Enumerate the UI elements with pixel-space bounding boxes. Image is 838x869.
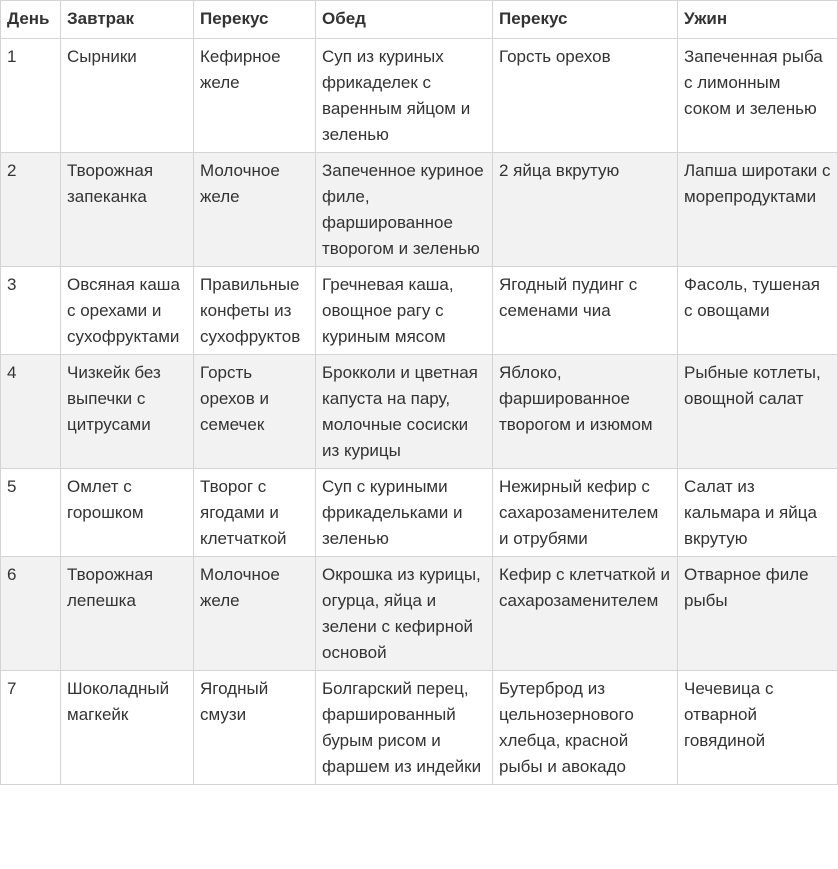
cell-lunch: Брокколи и цветная капуста на пару, молочные сосиски из курицы [316, 355, 493, 469]
cell-breakfast: Омлет с горошком [61, 469, 194, 557]
cell-breakfast: Творожная запеканка [61, 153, 194, 267]
table-body [1, 39, 838, 785]
cell-snack-afternoon: Горсть орехов [493, 39, 678, 153]
cell-snack-morning: Творог с ягодами и клетчаткой [194, 469, 316, 557]
cell-lunch: Гречневая каша, овощное рагу с куриным мясом [316, 267, 493, 355]
cell-snack-afternoon: 2 яйца вкрутую [493, 153, 678, 267]
cell-lunch: Запеченное куриное филе, фаршированное творогом и зеленью [316, 153, 493, 267]
cell-snack-afternoon: Ягодный пудинг с семенами чиа [493, 267, 678, 355]
cell-day: 4 [1, 355, 61, 469]
cell-breakfast: Овсяная каша с орехами и сухофруктами [61, 267, 194, 355]
cell-lunch: Болгарский перец, фаршированный бурым рисом и фаршем из индейки [316, 671, 493, 785]
cell-snack-morning: Ягодный смузи [194, 671, 316, 785]
cell-day: 6 [1, 557, 61, 671]
cell-snack-afternoon: Нежирный кефир с сахарозаменителем и отрубями [493, 469, 678, 557]
cell-day: 5 [1, 469, 61, 557]
table-row [1, 267, 838, 355]
table-row [1, 355, 838, 469]
table-header [1, 1, 838, 39]
header-breakfast: Завтрак [61, 1, 194, 39]
cell-breakfast: Сырники [61, 39, 194, 153]
table-row [1, 153, 838, 267]
cell-day: 3 [1, 267, 61, 355]
cell-breakfast: Шоколадный магкейк [61, 671, 194, 785]
cell-dinner: Рыбные котлеты, овощной салат [678, 355, 838, 469]
header-row [1, 1, 838, 39]
table-row [1, 557, 838, 671]
cell-dinner: Салат из кальмара и яйца вкрутую [678, 469, 838, 557]
table-row [1, 39, 838, 153]
header-snack-afternoon: Перекус [493, 1, 678, 39]
cell-dinner: Запеченная рыба с лимонным соком и зеленью [678, 39, 838, 153]
cell-dinner: Фасоль, тушеная с овощами [678, 267, 838, 355]
table-row [1, 671, 838, 785]
cell-breakfast: Чизкейк без выпечки с цитрусами [61, 355, 194, 469]
cell-day: 2 [1, 153, 61, 267]
cell-lunch: Суп с куриными фрикадельками и зеленью [316, 469, 493, 557]
cell-snack-afternoon: Яблоко, фаршированное творогом и изюмом [493, 355, 678, 469]
cell-snack-morning: Молочное желе [194, 153, 316, 267]
cell-snack-afternoon: Кефир с клетчаткой и сахарозаменителем [493, 557, 678, 671]
cell-day: 1 [1, 39, 61, 153]
cell-snack-morning: Молочное желе [194, 557, 316, 671]
cell-snack-morning: Горсть орехов и семечек [194, 355, 316, 469]
header-day: День [1, 1, 61, 39]
table-row [1, 469, 838, 557]
header-dinner: Ужин [678, 1, 838, 39]
cell-dinner: Отварное филе рыбы [678, 557, 838, 671]
cell-breakfast: Творожная лепешка [61, 557, 194, 671]
cell-snack-morning: Правильные конфеты из сухофруктов [194, 267, 316, 355]
cell-dinner: Чечевица с отварной говядиной [678, 671, 838, 785]
cell-dinner: Лапша широтаки с морепродуктами [678, 153, 838, 267]
cell-lunch: Окрошка из курицы, огурца, яйца и зелени с кефирной основой [316, 557, 493, 671]
header-snack-morning: Перекус [194, 1, 316, 39]
cell-day: 7 [1, 671, 61, 785]
cell-snack-afternoon: Бутерброд из цельнозернового хлебца, красной рыбы и авокадо [493, 671, 678, 785]
cell-snack-morning: Кефирное желе [194, 39, 316, 153]
cell-lunch: Суп из куриных фрикаделек с варенным яйцом и зеленью [316, 39, 493, 153]
header-lunch: Обед [316, 1, 493, 39]
